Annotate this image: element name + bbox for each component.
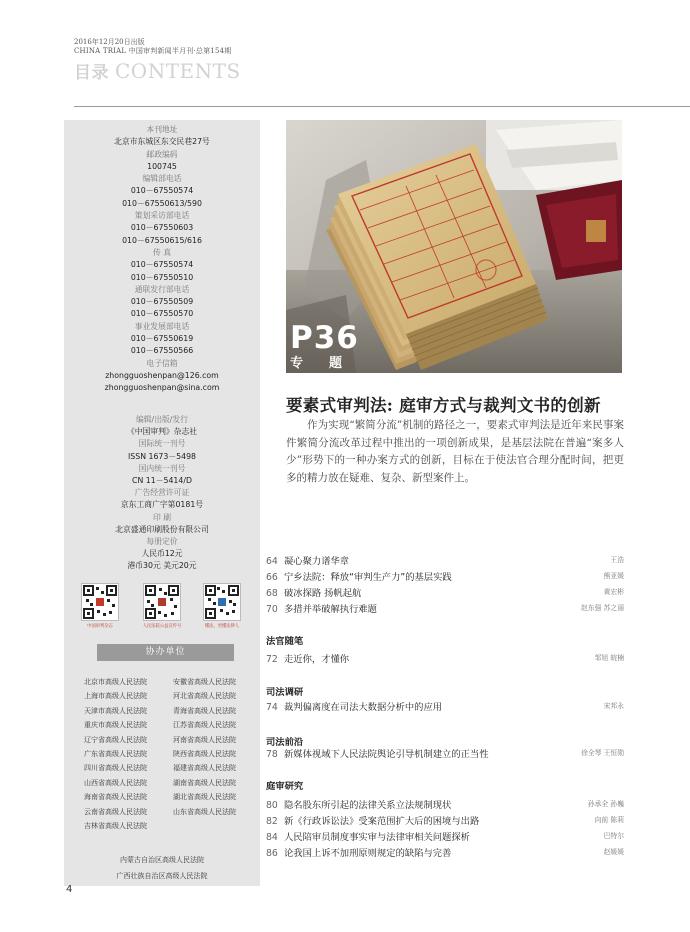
toc-section-heading: 司法调研 <box>266 687 304 698</box>
contact-label: 策划采访部电话 <box>134 211 190 221</box>
toc-entry[interactable] <box>266 699 624 713</box>
toc-entry[interactable] <box>266 746 624 760</box>
toc-entry[interactable] <box>266 651 624 665</box>
toc-article-title: 新《行政诉讼法》受案范围扩大后的困境与出路 <box>284 816 480 827</box>
toc-author: 邹旭 皖楠 <box>594 654 624 662</box>
toc-entry[interactable] <box>266 601 624 615</box>
header-trial-line: CHINA TRIAL 中国审判新闻半月刊·总第154期 <box>74 47 232 55</box>
toc-article-title: 走近你，才懂你 <box>284 654 350 665</box>
contact-value: 010－67550613/590 <box>122 198 202 208</box>
toc-page-number: 70 <box>266 604 278 615</box>
court-name: 吉林省高级人民法院 <box>84 822 147 830</box>
qr-caption: 人民法院公益宣传号 <box>142 624 182 629</box>
court-name: 河北省高级人民法院 <box>173 692 236 701</box>
toc-page-number: 82 <box>266 816 278 827</box>
publisher-value: 人民币12元 <box>141 549 183 559</box>
toc-article-title: 人民陪审员制度事实审与法律审相关问题探析 <box>284 832 470 843</box>
qr-code-2 <box>140 583 184 629</box>
header-date: 2016年12月20日出版 <box>74 38 145 46</box>
toc-article-title: 多措并举破解执行难题 <box>284 604 377 615</box>
contact-value: 100745 <box>147 161 177 171</box>
contact-value: 北京市东城区东交民巷27号 <box>114 137 210 147</box>
toc-page-number: 74 <box>266 702 278 713</box>
toc-author: 巴特尔 <box>603 832 624 840</box>
contact-value: 010－67550510 <box>130 272 194 282</box>
toc-author: 向前 陈莉 <box>594 816 624 824</box>
court-name: 天津市高级人民法院 <box>84 706 147 715</box>
feature-title: 要素式审判法: 庭审方式与裁判文书的创新 <box>286 396 601 415</box>
court-name: 山东省高级人民法院 <box>173 807 236 816</box>
feature-section-tag: 专题 <box>290 356 369 371</box>
publisher-label: 印 刷 <box>152 512 172 522</box>
contact-value: 010－67550619 <box>130 334 194 344</box>
contact-value: 010－67550570 <box>130 309 194 319</box>
court-name: 河南省高级人民法院 <box>173 735 236 744</box>
court-name: 青海省高级人民法院 <box>173 706 236 715</box>
qr-code-icon <box>143 583 181 621</box>
contact-label: 通联发行部电话 <box>134 284 190 294</box>
court-name: 辽宁省高级人民法院 <box>84 735 147 744</box>
toc-article-title: 宁乡法院：释放“审判生产力”的基层实践 <box>284 572 452 583</box>
court-name: 重庆市高级人民法院 <box>84 721 147 730</box>
toc-author: 宋邦永 <box>603 702 624 710</box>
publisher-value: ISSN 1673－5498 <box>128 451 196 461</box>
court-name: 广西壮族自治区高级人民法院 <box>116 872 208 880</box>
toc-author: 赵东强 苏之丽 <box>581 604 624 612</box>
contact-label: 电子信箱 <box>146 358 178 368</box>
qr-code-3 <box>200 583 244 629</box>
toc-author: 黄宏彬 <box>603 588 624 596</box>
publisher-value: 北京盛通印刷股份有限公司 <box>115 524 209 534</box>
toc-author: 徐全琴 王恒勋 <box>581 749 624 757</box>
toc-article-title: 新媒体视域下人民法院舆论引导机制建立的正当性 <box>284 749 489 760</box>
publisher-block <box>64 414 260 572</box>
toc-entry[interactable] <box>266 813 624 827</box>
qr-caption: 懂法，更懂法律人 <box>204 624 240 629</box>
toc-entry[interactable] <box>266 569 624 583</box>
toc-section-heading: 司法前沿 <box>266 737 304 748</box>
publisher-label: 国内统一刊号 <box>138 463 186 473</box>
publisher-label: 每册定价 <box>146 536 178 546</box>
contents-heading-cn: 目录 <box>74 63 109 83</box>
qr-code-1 <box>78 583 122 629</box>
court-name: 福建省高级人民法院 <box>173 764 236 773</box>
contents-heading <box>74 58 241 83</box>
court-name: 海南省高级人民法院 <box>84 793 147 802</box>
toc-page-number: 80 <box>266 800 278 811</box>
contact-value: zhongguoshenpan@sina.com <box>104 383 220 393</box>
contact-label: 事业发展部电话 <box>134 321 190 331</box>
publisher-label: 编辑/出版/发行 <box>135 415 189 424</box>
assist-label: 协办单位 <box>97 644 234 661</box>
qr-code-icon <box>81 583 119 621</box>
qr-code-icon <box>203 583 241 621</box>
court-name: 陕西省高级人民法院 <box>173 750 236 758</box>
contact-value: 010－67550574 <box>130 260 194 270</box>
contact-value: 010－67550509 <box>130 297 194 307</box>
publisher-value: 《中国审判》杂志社 <box>126 427 198 437</box>
contact-label: 编辑部电话 <box>142 174 182 184</box>
toc-page-number: 64 <box>266 556 278 567</box>
court-name: 湖北省高级人民法院 <box>173 793 236 802</box>
toc-page-number: 72 <box>266 654 278 665</box>
court-name: 云南省高级人民法院 <box>84 807 147 816</box>
toc-page-number: 66 <box>266 572 278 583</box>
toc-entry[interactable] <box>266 585 624 599</box>
court-name: 湖南省高级人民法院 <box>173 778 236 787</box>
qr-caption: 中国审判杂志 <box>87 624 113 629</box>
toc-article-title: 破冰探路 扬帆起航 <box>284 588 362 599</box>
contact-label: 传 真 <box>152 247 172 257</box>
publisher-label: 国际统一刊号 <box>138 439 186 449</box>
court-name: 上海市高级人民法院 <box>84 692 147 701</box>
court-name: 北京市高级人民法院 <box>84 678 147 686</box>
court-name: 内蒙古自治区高级人民法院 <box>120 856 204 864</box>
toc-article-title: 隐名股东所引起的法律关系立法规制现状 <box>284 800 452 811</box>
court-name: 安徽省高级人民法院 <box>173 678 236 686</box>
contact-label: 本刊地址 <box>146 125 178 134</box>
toc-section-heading: 法官随笔 <box>266 636 304 647</box>
sidebar <box>64 120 260 886</box>
header-rule <box>74 106 690 107</box>
toc-page-number: 78 <box>266 749 278 760</box>
court-name: 广东省高级人民法院 <box>84 750 147 758</box>
feature-body-text: 作为实现“繁简分流”机制的路径之一，要素式审判法是近年来民事案件繁简分流改革过程中推出的一项创新成果，是基层法院在普遍“案多人少”形势下的一种办案方式的创新，目标在于使法官合理分配时间，把更多的精力放在疑难、复杂、新型案件上。 <box>286 419 624 484</box>
toc-page-number: 86 <box>266 848 278 859</box>
contact-label: 邮政编码 <box>146 149 178 159</box>
toc-entry[interactable] <box>266 845 624 859</box>
toc-entry[interactable] <box>266 797 624 811</box>
publisher-value: CN 11－5414/D <box>132 475 192 485</box>
contact-value: 010－67550566 <box>130 346 194 356</box>
toc-article-title: 论我国上诉不加刑原则规定的缺陷与完善 <box>284 848 452 859</box>
court-name: 山西省高级人民法院 <box>84 778 147 787</box>
publisher-value: 港币30元 美元20元 <box>127 561 197 571</box>
toc-entry[interactable] <box>266 553 624 567</box>
contact-block <box>64 124 260 395</box>
toc-section-heading: 庭审研究 <box>266 781 304 792</box>
feature-body <box>286 417 624 487</box>
toc-article-title: 凝心聚力谱华章 <box>284 556 350 567</box>
toc-author: 熊亚媛 <box>603 572 624 580</box>
contents-heading-en: CONTENTS <box>115 59 241 83</box>
contact-value: 010－67550615/616 <box>122 235 202 245</box>
page-number: 4 <box>66 884 73 895</box>
toc-page-number: 84 <box>266 832 278 843</box>
contact-value: 010－67550603 <box>130 223 194 233</box>
toc-article-title: 裁判偏离度在司法大数据分析中的应用 <box>284 702 443 713</box>
toc-page-number: 68 <box>266 588 278 599</box>
toc-author: 赵媛媛 <box>603 848 624 856</box>
contact-value: zhongguoshenpan@126.com <box>105 370 219 380</box>
toc-entry[interactable] <box>266 829 624 843</box>
court-name: 江苏省高级人民法院 <box>173 721 236 730</box>
contact-value: 010－67550574 <box>130 186 194 196</box>
publisher-label: 广告经营许可证 <box>134 488 190 498</box>
publisher-value: 京东工商广字第0181号 <box>120 500 204 510</box>
feature-page-tag: P36 <box>290 320 359 356</box>
court-name: 四川省高级人民法院 <box>84 764 147 773</box>
toc-author: 王浩 <box>610 556 624 564</box>
toc-author: 孙承全 孙巍 <box>587 800 624 808</box>
